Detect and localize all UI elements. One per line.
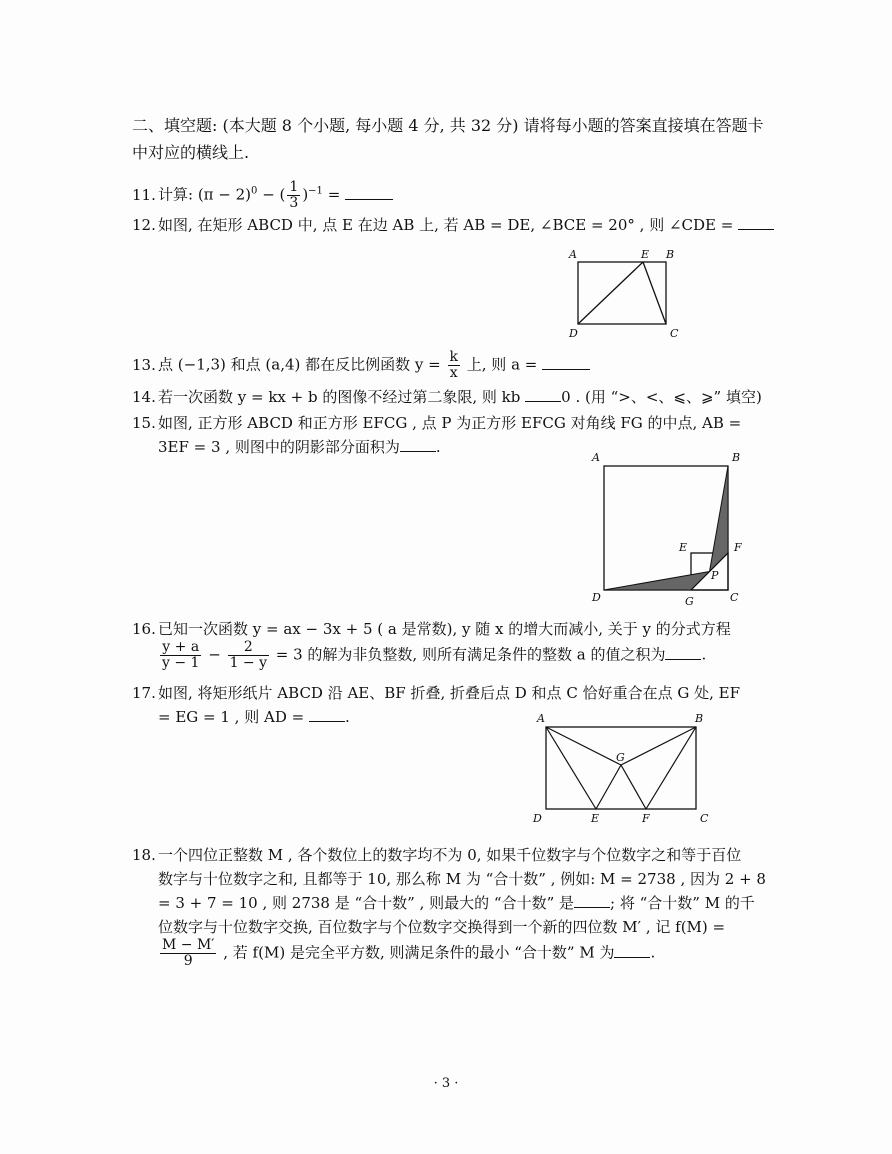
answer-blank[interactable] [525,387,561,402]
answer-blank[interactable] [400,437,436,452]
figure-squares-15 [582,448,752,612]
label-g: G [616,751,625,764]
answer-blank[interactable] [309,707,345,722]
figure-rectangle-abcd-12 [560,245,690,340]
label-b: B [695,712,704,725]
label-a: A [569,248,577,261]
answer-blank[interactable] [574,893,610,908]
label-c: C [730,591,739,604]
label-d: D [533,812,542,825]
answer-blank[interactable] [738,215,774,230]
label-p: P [711,569,719,582]
question-16: 16. 已知一次函数 y = ax − 3x + 5 ( a 是常数), y 随 x 的增大而减小, 关于 y 的分式方程 [132,620,731,638]
fraction: $\frac{y + a}{y - 1}$ [162,639,200,671]
question-18-line-5: $\frac{M - M'}{9}$ , 若 f(M) 是完全平方数, 则满足条件的最小 “合十数” M 为 . [162,937,656,969]
question-15: 15. 如图, 正方形 ABCD 和正方形 EFCG , 点 P 为正方形 EFCG 对角线 FG 的中点, AB = [132,414,742,432]
question-15-line-2: 3EF = 3 , 则图中的阴影部分面积为 . [158,438,441,456]
label-g: G [685,595,694,608]
question-14: 14. 若一次函数 y = kx + b 的图像不经过第二象限, 则 kb 0 . (用 “>、<、⩽、⩾” 填空) [132,388,762,406]
label-d: D [569,327,578,340]
question-13: 13. 点 (−1,3) 和点 (a,4) 都在反比例函数 y = $\frac{k}{x}$ 上, 则 a = [132,350,590,381]
answer-blank[interactable] [345,185,393,200]
label-d: D [592,591,601,604]
section-header: 二、填空题: (本大题 8 个小题, 每小题 4 分, 共 32 分) 请将每小题的答案直接填在答题卡中对应的横线上. [132,116,764,162]
fraction: $\frac{2}{1 - y}$ [229,639,268,671]
label-f: F [734,541,742,554]
answer-blank[interactable] [665,645,701,660]
question-18-line-4: 位数字与十位数字交换, 百位数字与个位数字交换得到一个新的四位数 M′ , 记 f(M) = [158,918,726,936]
label-e: E [641,248,650,261]
label-a: A [592,451,600,464]
answer-blank[interactable] [542,355,590,370]
label-c: C [670,327,679,340]
question-18: 18. 一个四位正整数 M , 各个数位上的数字均不为 0, 如果千位数字与个位数字之和等于百位 [132,846,742,864]
question-16-line-2: $\frac{y + a}{y - 1}$ − $\frac{2}{1 - y}$ = 3 的解为非负整数, 则所有满足条件的整数 a 的值之积为 . [162,639,707,671]
fraction: $\frac{1}{3}$ [289,179,299,211]
question-18-line-3: = 3 + 7 = 10 , 则 2738 是 “合十数” , 则最大的 “合十数” 是 ; 将 “合十数” M 的千 [158,894,755,912]
label-e: E [679,541,688,554]
label-e: E [591,812,600,825]
label-c: C [700,812,709,825]
label-b: B [666,248,675,261]
figure-fold-17 [528,710,718,828]
question-18-line-2: 数字与十位数字之和, 且都等于 10, 那么称 M 为 “合十数” , 例如: M = 2738 , 因为 2 + 8 [158,870,766,888]
fraction: $\frac{k}{x}$ [449,349,458,381]
question-17-line-2: = EG = 1 , 则 AD = . [158,708,350,726]
label-a: A [537,712,545,725]
question-12: 12. 如图, 在矩形 ABCD 中, 点 E 在边 AB 上, 若 AB = DE, ∠BCE = 20° , 则 ∠CDE = [132,214,774,235]
label-b: B [732,451,741,464]
question-17: 17. 如图, 将矩形纸片 ABCD 沿 AE、BF 折叠, 折叠后点 D 和点 C 恰好重合在点 G 处, EF [132,684,740,702]
answer-blank[interactable] [614,943,650,958]
page-number: · 3 · [433,1076,459,1091]
fraction: $\frac{M - M'}{9}$ [162,937,215,969]
label-f: F [642,812,650,825]
question-11: 11. 计算: $(\pi - 2)^0$ − ( $\frac{1}{3}$ )$^{-1}$ = [132,180,393,211]
